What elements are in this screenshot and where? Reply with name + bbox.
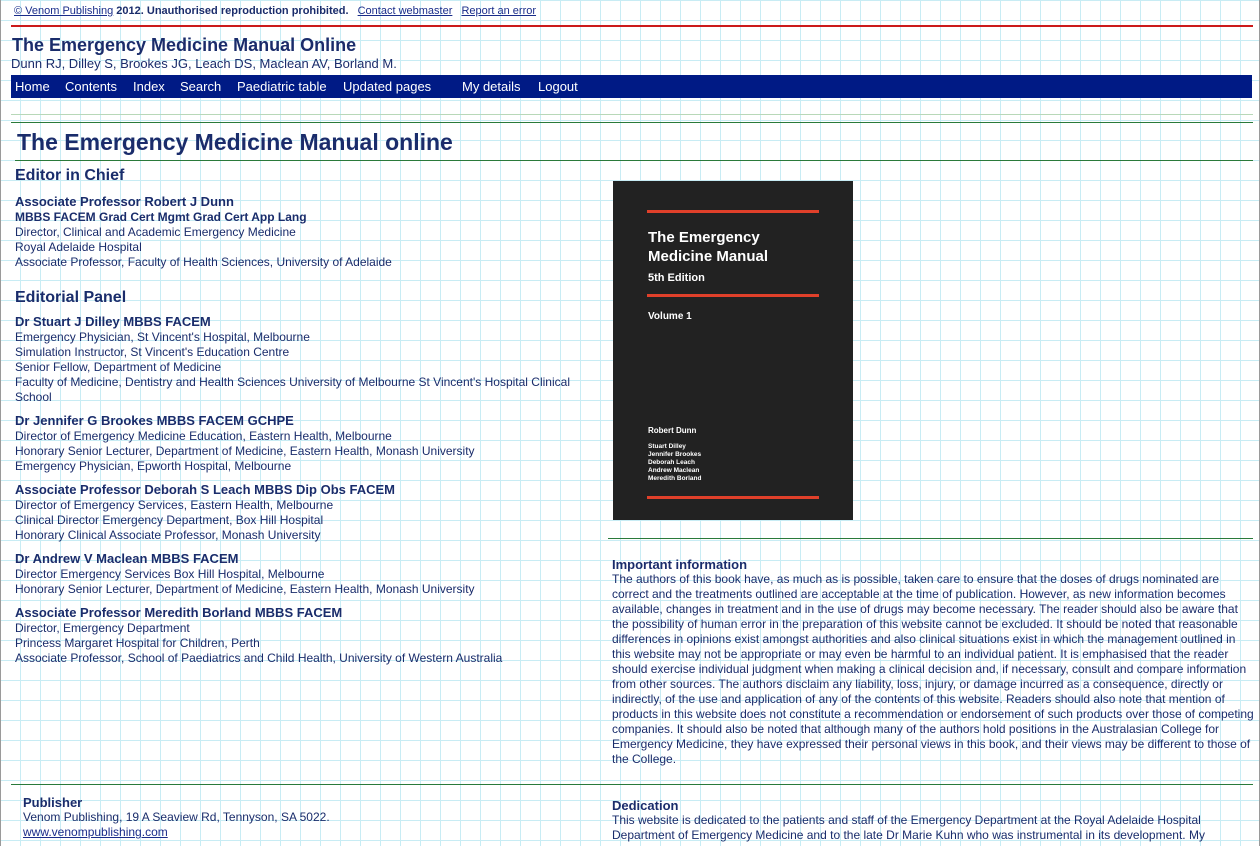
nav-paediatric-table[interactable]: Paediatric table xyxy=(237,79,327,94)
editorial-panel-heading: Editorial Panel xyxy=(15,289,127,306)
cover-title-line: The Emergency xyxy=(648,229,760,246)
cover-coauthor: Jennifer Brookes xyxy=(648,451,702,458)
nav-search[interactable]: Search xyxy=(180,79,222,94)
divider xyxy=(608,538,1253,539)
nav-index[interactable]: Index xyxy=(133,79,165,94)
cover-coauthor: Meredith Borland xyxy=(648,475,702,482)
cover-stripe xyxy=(647,210,819,213)
panel-member-line: Simulation Instructor, St Vincent's Education Centre xyxy=(15,345,290,359)
panel-member-line: Senior Fellow, Department of Medicine xyxy=(15,360,222,374)
publisher-section xyxy=(23,795,583,840)
header-divider xyxy=(11,25,1253,27)
site-authors: Dunn RJ, Dilley S, Brookes JG, Leach DS, Maclean AV, Borland M. xyxy=(11,56,397,71)
panel-member-line: Director of Emergency Medicine Education, Eastern Health, Melbourne xyxy=(15,429,392,443)
cover-coauthors xyxy=(648,443,701,483)
panel-member-line: Honorary Senior Lecturer, Department of Medicine, Eastern Health, Monash University xyxy=(15,444,475,458)
cover-coauthor: Andrew Maclean xyxy=(648,467,700,474)
panel-member-line: Honorary Senior Lecturer, Department of Medicine, Eastern Health, Monash University xyxy=(15,582,475,596)
panel-member-name: Dr Andrew V Maclean MBBS FACEM xyxy=(15,551,239,566)
nav-home[interactable]: Home xyxy=(15,79,50,94)
copyright-text: 2012. Unauthorised reproduction prohibited. xyxy=(113,5,349,17)
panel-member-line: Associate Professor, School of Paediatrics and Child Health, University of Western Australia xyxy=(15,651,503,665)
important-text: The authors of this book have, as much as is possible, taken care to ensure that the doses of drugs nominated are correct and the treatments outlined are acceptable at the time of publication. However, as new information becomes available, changes in treatment and in the use of drugs may become necessary. The reader should also be aware that the possibility of human error in the preparation of this website cannot be excluded. It should be noted that reasonable differences in opinions exist amongst authorities and also clinical situations exist in which the management outlined in this website may not be appropriate or may even be harmful to an individual patient. It is emphasised that the reader should exercise individual judgment when making a clinical decision and, if necessary, consult and compare information from other sources. The authors disclaim any liability, loss, injury, or damage incurred as a consequence, directly or indirectly, of the use and application of any of the contents of this website. Readers should also note that mention of products in this website does not constitute a recommendation or endorsement of such products over those of competing companies. It should also be noted that although many of the authors hold positions in the Australasian College for Emergency Medicine, they have expressed their personal views in this book, and their views may be different to those of the College. xyxy=(612,572,1254,766)
cover-title-line: Medicine Manual xyxy=(648,248,769,265)
publisher-address: Venom Publishing, 19 A Seaview Rd, Tennyson, SA 5022. xyxy=(23,810,330,824)
panel-member-line: Emergency Physician, Epworth Hospital, Melbourne xyxy=(15,459,292,473)
cover-stripe xyxy=(647,294,819,297)
editor-name: Associate Professor Robert J Dunn xyxy=(15,194,234,209)
page-title: The Emergency Medicine Manual online xyxy=(17,129,453,155)
book-cover-image xyxy=(613,181,853,520)
editor-qualifications: MBBS FACEM Grad Cert Mgmt Grad Cert App Lang xyxy=(15,210,307,224)
panel-member-line: Emergency Physician, St Vincent's Hospital, Melbourne xyxy=(15,330,310,344)
copyright-link[interactable]: © Venom Publishing xyxy=(14,5,114,17)
cover-author: Robert Dunn xyxy=(648,426,697,435)
editor-line: Director, Clinical and Academic Emergency Medicine xyxy=(15,225,296,239)
panel-member-line: Clinical Director Emergency Department, Box Hill Hospital xyxy=(15,513,324,527)
cover-coauthor: Stuart Dilley xyxy=(648,443,686,450)
editor-line: Royal Adelaide Hospital xyxy=(15,240,142,254)
divider xyxy=(11,784,1253,785)
panel-member-name: Dr Jennifer G Brookes MBBS FACEM GCHPE xyxy=(15,413,294,428)
panel-member-name: Associate Professor Deborah S Leach MBBS Dip Obs FACEM xyxy=(15,482,395,497)
cover-edition: 5th Edition xyxy=(648,272,705,284)
panel-member-name: Associate Professor Meredith Borland MBBS FACEM xyxy=(15,605,343,620)
dedication-section xyxy=(612,798,1254,843)
cover-title xyxy=(648,228,768,266)
site-title: The Emergency Medicine Manual Online xyxy=(12,35,357,55)
panel-member-name: Dr Stuart J Dilley MBBS FACEM xyxy=(15,314,211,329)
copyright-bar xyxy=(14,5,536,17)
dedication-heading: Dedication xyxy=(612,798,679,813)
editors-column xyxy=(15,166,605,666)
cover-stripe xyxy=(647,496,819,499)
panel-member-line: Director, Emergency Department xyxy=(15,621,190,635)
dedication-text: This website is dedicated to the patients and staff of the Emergency Department at the Royal Adelaide Hospital Department of Emergency Medicine and to the late Dr Marie Kuhn who was instrumental in its development. My xyxy=(612,813,1205,842)
nav-logout[interactable]: Logout xyxy=(538,79,578,94)
cover-coauthor: Deborah Leach xyxy=(648,459,695,466)
divider xyxy=(15,160,1253,161)
panel-member-line: Honorary Clinical Associate Professor, Monash University xyxy=(15,528,321,542)
cover-volume: Volume 1 xyxy=(648,311,692,322)
publisher-heading: Publisher xyxy=(23,795,83,810)
panel-member-line: Princess Margaret Hospital for Children, Perth xyxy=(15,636,260,650)
nav-my-details[interactable]: My details xyxy=(462,79,521,94)
divider xyxy=(11,114,1253,115)
important-information xyxy=(612,557,1254,767)
panel-member-line: Director Emergency Services Box Hill Hospital, Melbourne xyxy=(15,567,325,581)
panel-member-line: Director of Emergency Services, Eastern Health, Melbourne xyxy=(15,498,334,512)
nav-contents[interactable]: Contents xyxy=(65,79,118,94)
divider xyxy=(11,122,1253,123)
publisher-website-link[interactable]: www.venompublishing.com xyxy=(23,825,168,839)
nav-updated-pages[interactable]: Updated pages xyxy=(343,79,432,94)
editor-line: Associate Professor, Faculty of Health Sciences, University of Adelaide xyxy=(15,255,392,269)
panel-member-line: Faculty of Medicine, Dentistry and Health Sciences University of Melbourne St Vincent's Hospital Clinical School xyxy=(15,375,570,404)
important-heading: Important information xyxy=(612,557,748,572)
report-error-link[interactable]: Report an error xyxy=(461,5,537,17)
main-nav xyxy=(11,75,1252,98)
editor-in-chief-heading: Editor in Chief xyxy=(15,167,125,184)
contact-webmaster-link[interactable]: Contact webmaster xyxy=(357,5,453,17)
